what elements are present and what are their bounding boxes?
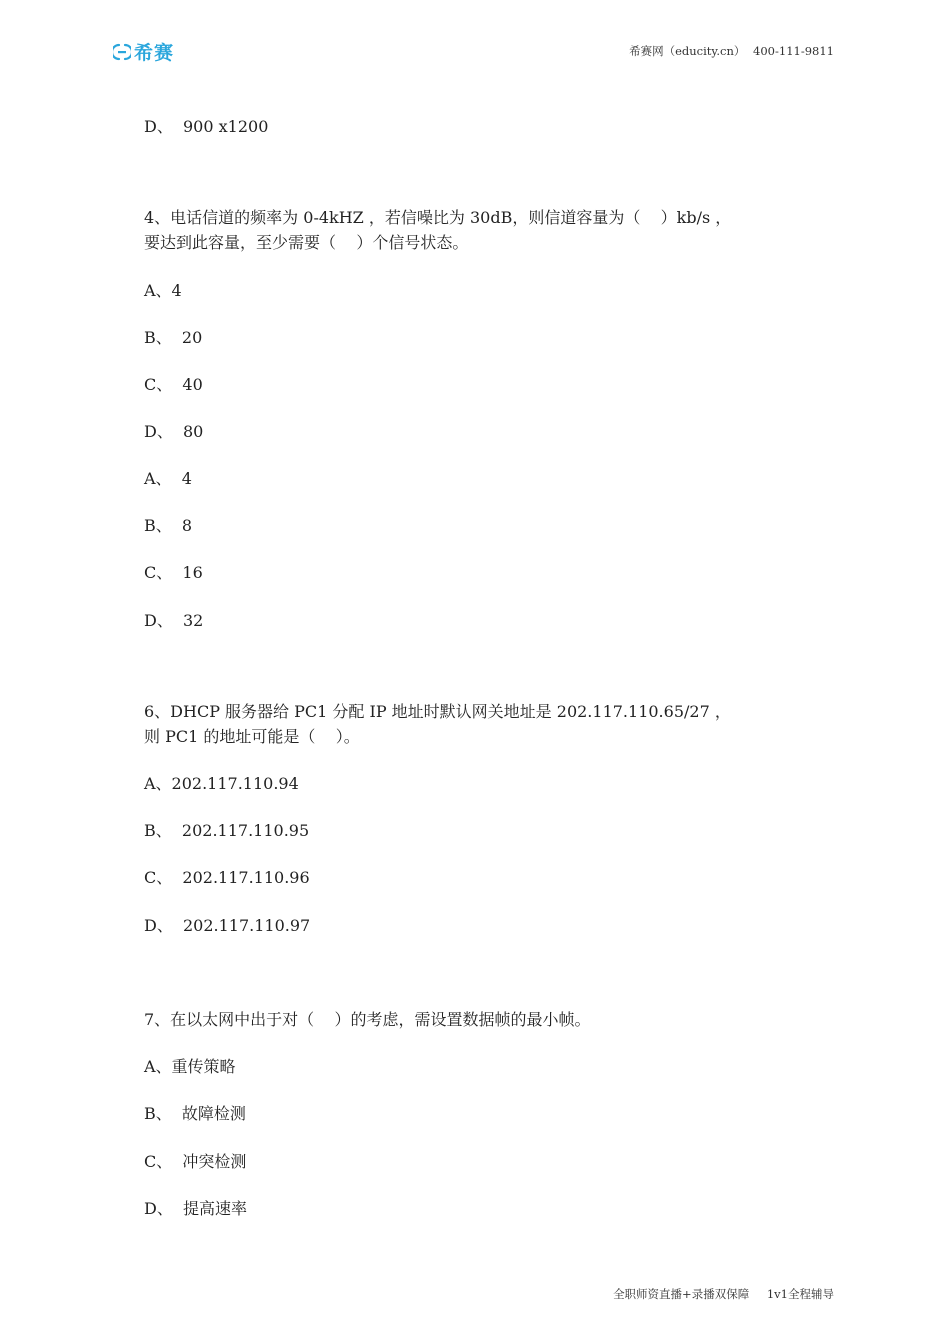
option-line: B、 故障检测 bbox=[144, 1104, 246, 1123]
option-line: A、202.117.110.94 bbox=[144, 774, 299, 793]
question-text: 7、在以太网中出于对（ ）的考虑，需设置数据帧的最小帧。 bbox=[144, 1010, 591, 1029]
option-line: A、4 bbox=[144, 281, 182, 300]
option-line: C、 冲突检测 bbox=[144, 1152, 247, 1171]
page-header bbox=[0, 0, 950, 80]
header-contact bbox=[625, 43, 834, 59]
question-text: 4、电话信道的频率为 0-4kHZ ，若信噪比为 30dB，则信道容量为（ ）kb/s ， bbox=[144, 208, 732, 227]
option-line: A、重传策略 bbox=[144, 1057, 236, 1076]
logo-text: 希赛 bbox=[134, 42, 175, 64]
option-line: D、 32 bbox=[144, 611, 204, 630]
site-name: 希赛网（educity.cn） bbox=[629, 44, 746, 58]
option-line: C、 16 bbox=[144, 563, 203, 582]
question-text: 则 PC1 的地址可能是（ ）。 bbox=[144, 727, 360, 746]
footer-slogan: 全职师资直播+录播双保障 bbox=[613, 1287, 750, 1301]
phone-number: 400-111-9811 bbox=[753, 44, 834, 58]
option-line: C、 40 bbox=[144, 375, 203, 394]
option-line: B、 8 bbox=[144, 516, 193, 535]
option-line: A、 4 bbox=[144, 469, 192, 488]
option-line: C、 202.117.110.96 bbox=[144, 868, 310, 887]
option-line: D、 提高速率 bbox=[144, 1199, 248, 1218]
option-line: D、 202.117.110.97 bbox=[144, 916, 311, 935]
logo-icon bbox=[113, 43, 131, 61]
question-text: 6、DHCP 服务器给 PC1 分配 IP 地址时默认网关地址是 202.117.110.65/27 ， bbox=[144, 702, 731, 721]
question-text: 要达到此容量，至少需要（ ）个信号状态。 bbox=[144, 233, 469, 252]
option-line: D、 900 x1200 bbox=[144, 117, 269, 136]
page-footer bbox=[599, 1286, 834, 1302]
option-line: B、 202.117.110.95 bbox=[144, 821, 310, 840]
option-line: B、 20 bbox=[144, 328, 203, 347]
footer-tutoring: 1v1全程辅导 bbox=[766, 1287, 834, 1301]
logo bbox=[113, 38, 174, 65]
option-line: D、 80 bbox=[144, 422, 204, 441]
